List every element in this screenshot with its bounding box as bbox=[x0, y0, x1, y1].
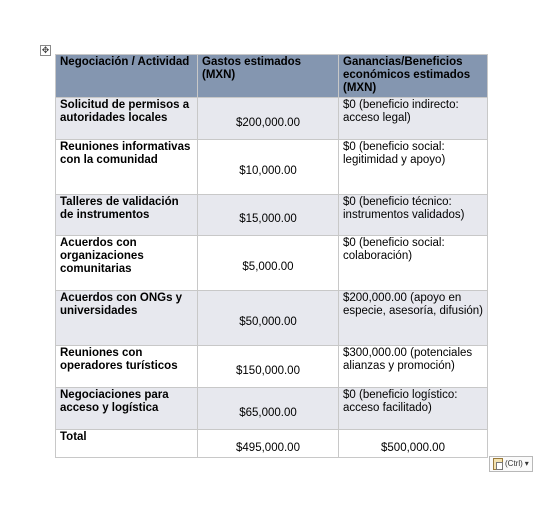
activity-cell[interactable]: Reuniones informativas con la comunidad bbox=[56, 140, 198, 195]
cost-cell[interactable]: $65,000.00 bbox=[198, 388, 339, 430]
table-header-row bbox=[56, 55, 488, 98]
paste-icon bbox=[493, 458, 503, 470]
header-activity[interactable]: Negociación / Actividad bbox=[56, 55, 198, 98]
activity-cell[interactable]: Negociaciones para acceso y logística bbox=[56, 388, 198, 430]
benefit-cell[interactable]: $0 (beneficio logístico: acceso facilitado) bbox=[339, 388, 488, 430]
cost-cell[interactable]: $200,000.00 bbox=[198, 98, 339, 140]
table-row bbox=[56, 195, 488, 236]
cost-cell[interactable]: $10,000.00 bbox=[198, 140, 339, 195]
header-benefits[interactable]: Ganancias/Beneficios económicos estimados (MXN) bbox=[339, 55, 488, 98]
benefit-cell[interactable]: $0 (beneficio indirecto: acceso legal) bbox=[339, 98, 488, 140]
estimates-table bbox=[55, 54, 488, 458]
table-row bbox=[56, 140, 488, 195]
benefit-cell[interactable]: $0 (beneficio técnico: instrumentos validados) bbox=[339, 195, 488, 236]
table-row bbox=[56, 236, 488, 291]
cost-cell[interactable]: $50,000.00 bbox=[198, 291, 339, 346]
total-label-cell[interactable]: Total bbox=[56, 430, 198, 458]
total-benefit-cell[interactable]: $500,000.00 bbox=[339, 430, 488, 458]
paste-options-button[interactable] bbox=[489, 456, 533, 472]
table-row bbox=[56, 98, 488, 140]
total-cost-cell[interactable]: $495,000.00 bbox=[198, 430, 339, 458]
benefit-cell[interactable]: $300,000.00 (potenciales alianzas y promoción) bbox=[339, 346, 488, 388]
table-row bbox=[56, 388, 488, 430]
table-move-handle-icon[interactable]: ✥ bbox=[41, 45, 50, 55]
benefit-cell[interactable]: $200,000.00 (apoyo en especie, asesoría, difusión) bbox=[339, 291, 488, 346]
activity-cell[interactable]: Reuniones con operadores turísticos bbox=[56, 346, 198, 388]
cost-cell[interactable]: $15,000.00 bbox=[198, 195, 339, 236]
header-costs[interactable]: Gastos estimados (MXN) bbox=[198, 55, 339, 98]
activity-cell[interactable]: Solicitud de permisos a autoridades locales bbox=[56, 98, 198, 140]
benefit-cell[interactable]: $0 (beneficio social: colaboración) bbox=[339, 236, 488, 291]
benefit-cell[interactable]: $0 (beneficio social: legitimidad y apoyo) bbox=[339, 140, 488, 195]
activity-cell[interactable]: Talleres de validación de instrumentos bbox=[56, 195, 198, 236]
activity-cell[interactable]: Acuerdos con organizaciones comunitarias bbox=[56, 236, 198, 291]
table-row bbox=[56, 346, 488, 388]
paste-options-label: (Ctrl) bbox=[505, 459, 523, 468]
activity-cell[interactable]: Acuerdos con ONGs y universidades bbox=[56, 291, 198, 346]
table-row bbox=[56, 291, 488, 346]
table-row-total bbox=[56, 430, 488, 458]
cost-cell[interactable]: $5,000.00 bbox=[198, 236, 339, 291]
cost-cell[interactable]: $150,000.00 bbox=[198, 346, 339, 388]
chevron-down-icon: ▾ bbox=[524, 459, 529, 468]
